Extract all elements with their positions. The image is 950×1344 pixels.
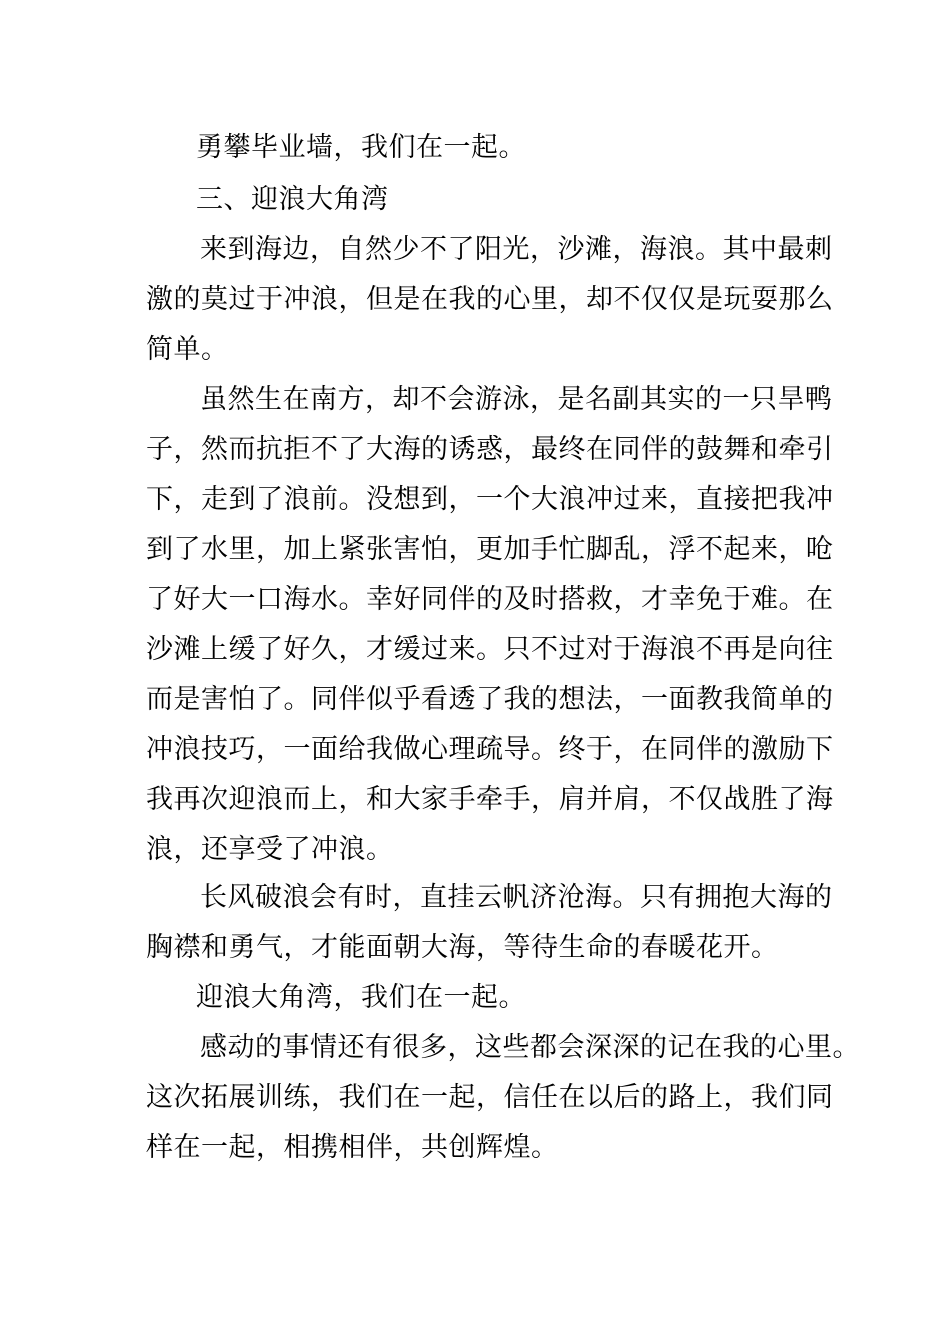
text-line: 激的莫过于冲浪，但是在我的心里，却不仅仅是玩耍那么 [146,284,834,315]
text-line: 浪，还享受了冲浪。 [146,834,394,865]
text-line: 我再次迎浪而上，和大家手牵手，肩并肩，不仅战胜了海 [146,784,834,815]
section-heading: 三、迎浪大角湾 [196,184,389,215]
text-line: 这次拓展训练，我们在一起，信任在以后的路上，我们同 [146,1082,834,1113]
text-line: 勇攀毕业墙，我们在一起。 [196,132,526,163]
text-line: 下，走到了浪前。没想到，一个大浪冲过来，直接把我冲 [146,484,834,515]
text-line: 迎浪大角湾，我们在一起。 [196,982,526,1013]
text-line: 简单。 [146,334,229,365]
text-line: 来到海边，自然少不了阳光，沙滩，海浪。其中最刺 [200,234,833,265]
text-line: 了好大一口海水。幸好同伴的及时搭救，才幸免于难。在 [146,584,834,615]
text-line: 沙滩上缓了好久，才缓过来。只不过对于海浪不再是向往 [146,634,834,665]
text-line: 感动的事情还有很多，这些都会深深的记在我的心里。 [200,1032,860,1063]
text-line: 而是害怕了。同伴似乎看透了我的想法，一面教我简单的 [146,684,834,715]
text-line: 到了水里，加上紧张害怕，更加手忙脚乱，浮不起来，呛 [146,534,834,565]
text-line: 胸襟和勇气，才能面朝大海，等待生命的春暖花开。 [146,932,779,963]
text-line: 样在一起，相携相伴，共创辉煌。 [146,1132,559,1163]
text-line: 冲浪技巧，一面给我做心理疏导。终于，在同伴的激励下 [146,734,834,765]
text-line: 长风破浪会有时，直挂云帆济沧海。只有拥抱大海的 [200,882,833,913]
text-line: 子，然而抗拒不了大海的诱惑，最终在同伴的鼓舞和牵引 [146,434,834,465]
text-line: 虽然生在南方，却不会游泳，是名副其实的一只旱鸭 [200,384,833,415]
